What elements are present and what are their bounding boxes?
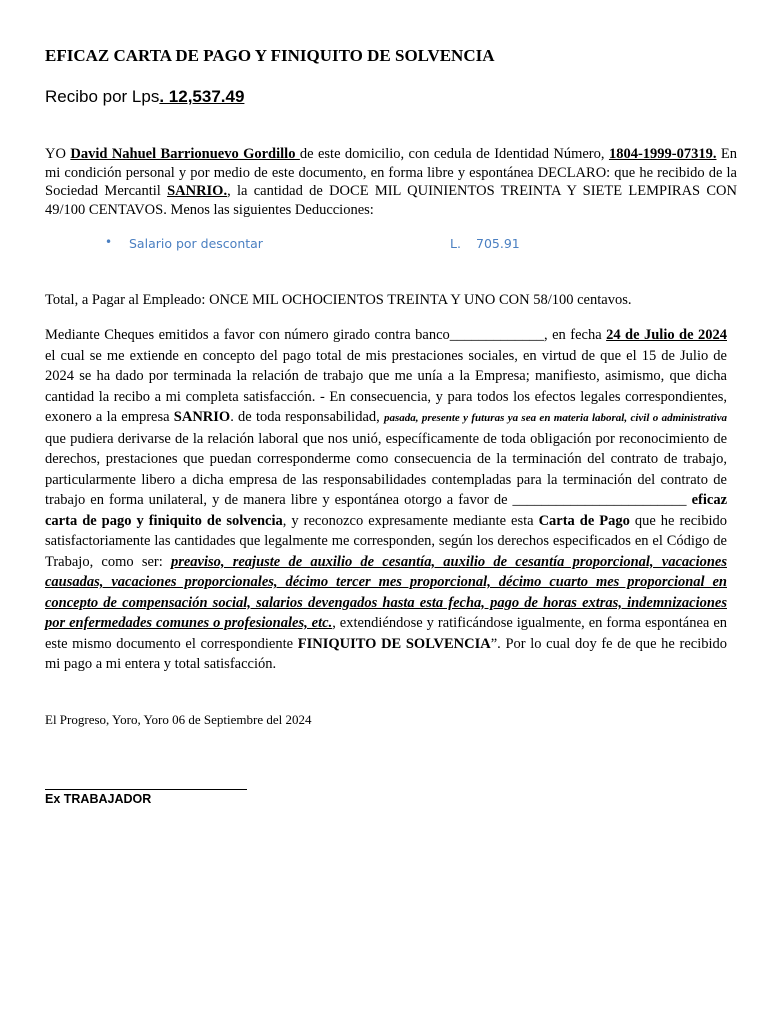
- signature-line: [45, 789, 247, 790]
- payment-date: 24 de Julio de 2024: [606, 327, 727, 343]
- text-run: YO: [45, 146, 71, 162]
- text-run: , la cantidad de DOCE MIL QUINIENTOS TREINTA Y SIETE LEMPIRAS CON 49/100 CENTAVOS. Menos las siguientes Deducciones:: [45, 183, 737, 218]
- bank-blank: _____________: [449, 327, 545, 343]
- receipt-amount-line: [45, 87, 244, 107]
- text-run: de este domicilio, con cedula de Identidad Número: [299, 146, 601, 162]
- employee-name: David Nahuel Barrionuevo Gordillo: [70, 146, 300, 162]
- identity-number: 1804-1999-07319.: [608, 146, 717, 162]
- bold-phrase: FINIQUITO DE SOLVENCIA: [297, 635, 491, 652]
- bullet-icon: •: [105, 235, 113, 249]
- place-and-date: El Progreso, Yoro, Yoro 06 de Septiembre del 2024: [45, 712, 312, 727]
- release-paragraph: [45, 325, 727, 675]
- deduction-value: 705.91: [476, 236, 520, 251]
- text-run: que he recibido satisfactoriamente las cantidades que legalmente me corresponden, según los derechos especificados en el Código de Trabajo, como ser:: [45, 512, 727, 570]
- text-run: , y reconozco expresamente mediante esta: [282, 512, 539, 529]
- text-run: ”. Por lo cual doy fe de que he recibido mi pago a mi entera y total satisfacción.: [45, 635, 727, 672]
- text-run: . de toda responsabilidad,: [230, 409, 384, 425]
- beneficiary-blank: ________________________: [512, 492, 687, 508]
- text-run: el cual se me extiende en concepto del pago total de mis prestaciones sociales, en virtud de que el 15 de Julio de 2024 se ha dado por terminada la relación de trabajo que me unía a la Empresa; manifiesto, asimismo, que dicha cantidad la recibo a mi completa satisfacción. - En consecuencia, y para todos los efectos legales correspondientes, exonero a la empresa: [45, 347, 727, 425]
- benefits-list: preaviso, reajuste de auxilio de cesantía, auxilio de cesantía proporcional, vacaciones causadas, vacaciones proporcionales, décimo tercer mes proporcional, décimo cuarto mes proporcional en concepto de compensación social, salarios devengados hasta esta fecha, pago de horas extras, indemnizaciones por enfermedades comunes o profesionales, etc.: [45, 553, 727, 631]
- company-name: SANRIO.: [167, 183, 228, 199]
- text-run: ,: [600, 146, 605, 162]
- text-run: En mi condición personal y por medio de este documento, en forma libre y espontánea DECLARO: que he recibido de la Sociedad Mercantil: [45, 146, 737, 199]
- receipt-prefix: Recibo por Lps: [45, 87, 160, 106]
- company-name: SANRIO: [173, 409, 231, 425]
- text-run: Mediante Cheques emitidos a favor con número girado contra banco: [45, 327, 450, 343]
- declaration-paragraph: [45, 145, 737, 219]
- document-title: EFICAZ CARTA DE PAGO Y FINIQUITO DE SOLVENCIA: [45, 46, 495, 65]
- deduction-label: Salario por descontar: [129, 236, 263, 251]
- bold-phrase: eficaz carta de pago y finiquito de solvencia: [45, 492, 728, 529]
- text-run: que pudiera derivarse de la relación laboral que nos unió, específicamente de toda obligación por reconocimiento de derechos, prestaciones que puedan corresponderme como consecuencia de la terminación del contrato de trabajo, particularmente libero a dicha empresa de las responsabilidades contempladas para la terminación del contrato de trabajo en forma unilateral, y de manera libre y espontánea otorgo a favor de: [45, 430, 727, 508]
- bold-phrase: Carta de Pago: [538, 512, 630, 529]
- receipt-amount: . 12,537.49: [159, 87, 245, 106]
- liability-scope: pasada, presente y futuras ya sea en materia laboral, civil o administrativa: [384, 412, 727, 424]
- text-run: , en fecha: [544, 327, 607, 343]
- signature-label: Ex TRABAJADOR: [45, 792, 152, 806]
- deduction-currency: L.: [450, 236, 461, 251]
- text-run: , extendiéndose y ratificándose igualmente, en forma espontánea en este mismo documento el correspondiente: [45, 615, 727, 652]
- total-to-pay: Total, a Pagar al Empleado: ONCE MIL OCHOCIENTOS TREINTA Y UNO CON 58/100 centavos.: [45, 292, 632, 308]
